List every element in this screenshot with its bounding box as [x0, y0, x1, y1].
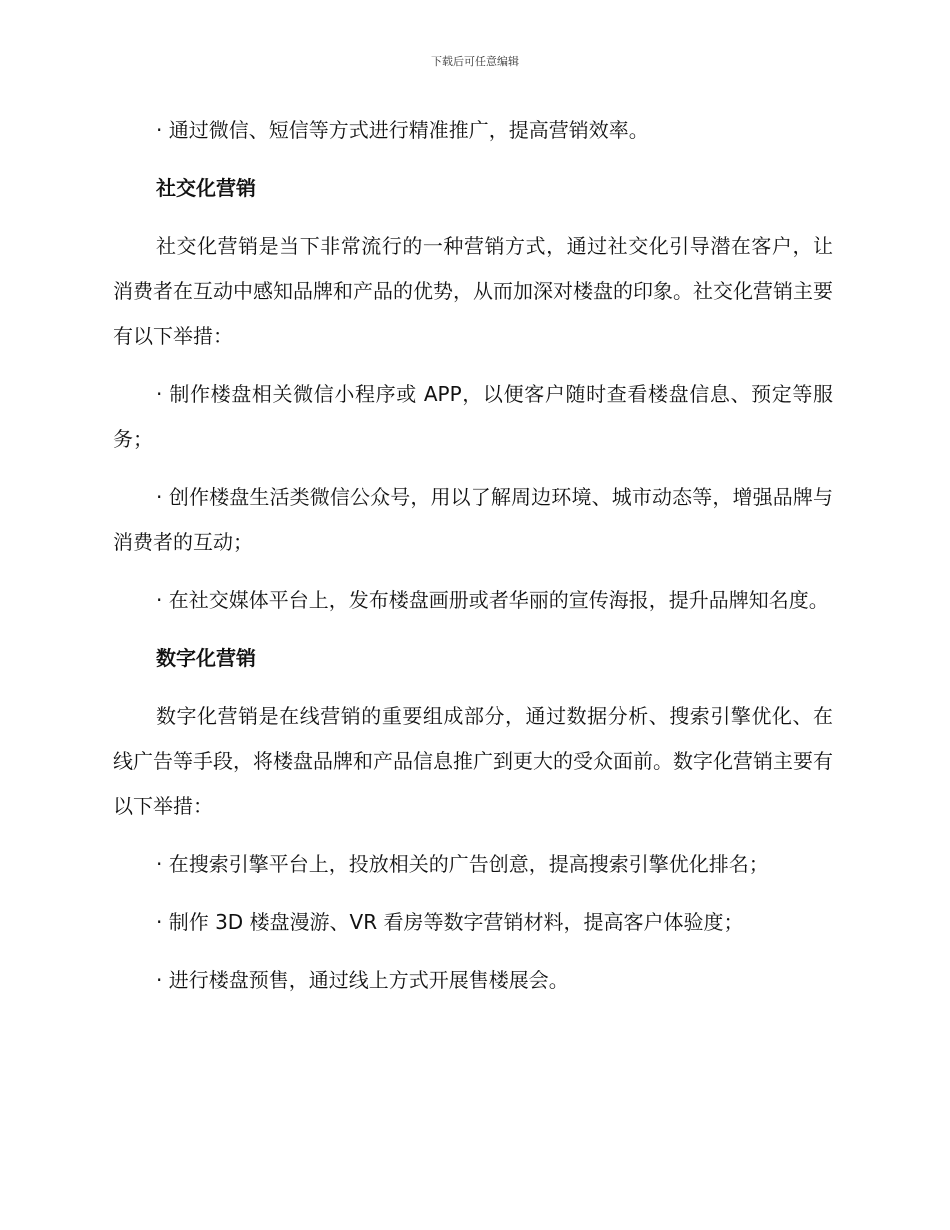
bullet-mini-program-app: · 制作楼盘相关微信小程序或 APP，以便客户随时查看楼盘信息、预定等服务；: [113, 382, 833, 451]
bullet-social-media-poster: · 在社交媒体平台上，发布楼盘画册或者华丽的宣传海报，提升品牌知名度。: [156, 588, 829, 612]
bullet-search-engine-ads: · 在搜索引擎平台上，投放相关的广告创意，提高搜索引擎优化排名；: [156, 852, 769, 876]
page-header-note: 下载后可任意编辑: [431, 55, 519, 68]
bullet-presale-online-exhibition: · 进行楼盘预售，通过线上方式开展售楼展会。: [156, 968, 569, 992]
bullet-3d-vr-materials: · 制作 3D 楼盘漫游、VR 看房等数字营销材料，提高客户体验度；: [156, 910, 744, 934]
bullet-wechat-official-account: · 创作楼盘生活类微信公众号，用以了解周边环境、城市动态等，增强品牌与消费者的互动；: [113, 485, 833, 554]
bullet-wechat-sms-promotion: · 通过微信、短信等方式进行精准推广，提高营销效率。: [156, 118, 649, 142]
paragraph-social-marketing-intro: 社交化营销是当下非常流行的一种营销方式，通过社交化引导潜在客户，让消费者在互动中感知品牌和产品的优势，从而加深对楼盘的印象。社交化营销主要有以下举措：: [113, 234, 833, 348]
paragraph-digital-marketing-intro: 数字化营销是在线营销的重要组成部分，通过数据分析、搜索引擎优化、在线广告等手段，将楼盘品牌和产品信息推广到更大的受众面前。数字化营销主要有以下举措：: [113, 704, 833, 818]
section-heading-digital-marketing: 数字化营销: [156, 646, 256, 670]
section-heading-social-marketing: 社交化营销: [156, 176, 256, 200]
document-body: [113, 108, 833, 1016]
